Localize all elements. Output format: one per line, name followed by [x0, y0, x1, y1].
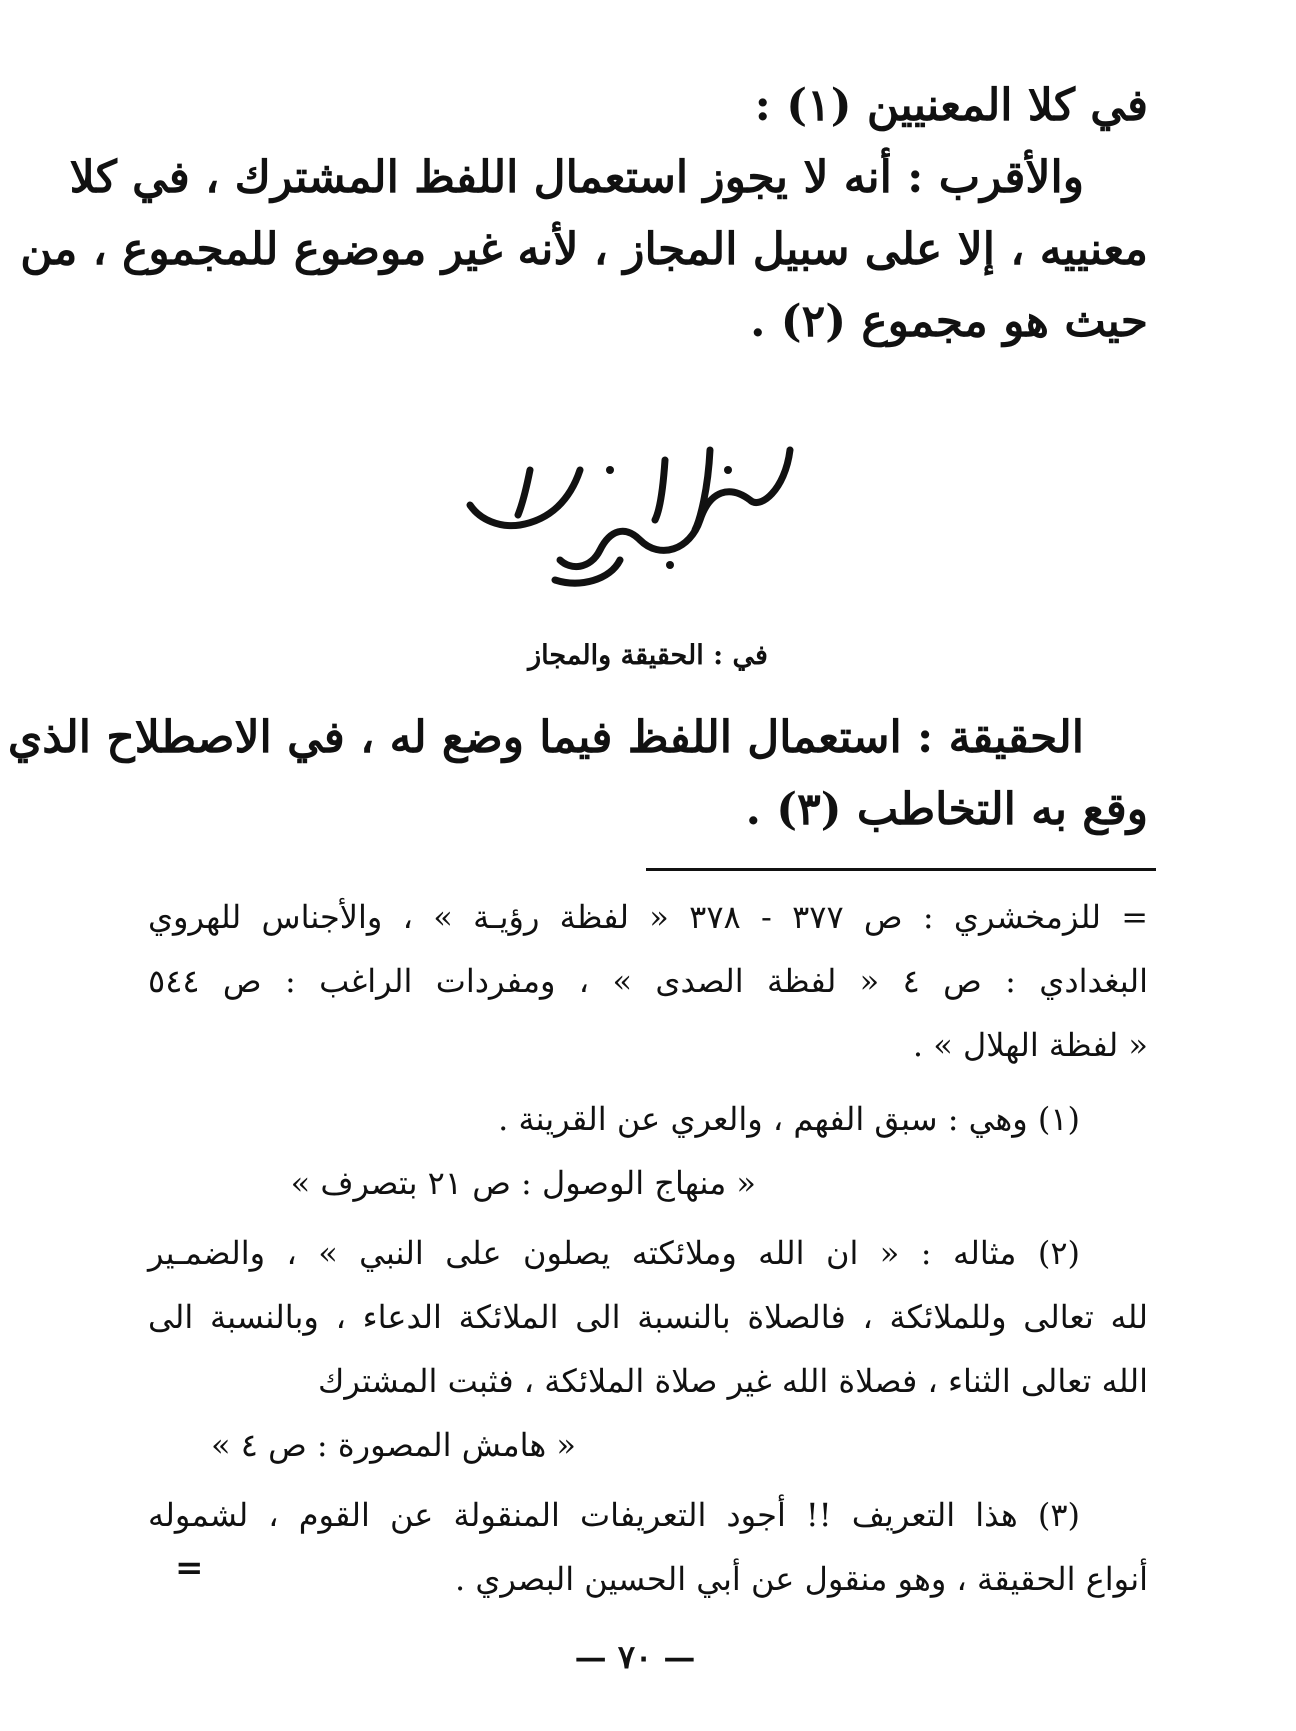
section-heading-text: البحث الرابع	[645, 580, 651, 581]
footnote-1-text: (١) وهي : سبق الفهم ، والعري عن القرينة .	[498, 1100, 1080, 1138]
section-heading-calligraphy	[460, 430, 836, 590]
definition-line-1: الحقيقة : استعمال اللفظ فيما وضع له ، في الاصطلاح الذي	[7, 712, 1084, 763]
page-number: — ٧٠ —	[574, 1638, 696, 1676]
main-text-line-1: في كلا المعنيين (١) :	[754, 80, 1148, 131]
footnote-continuation-line-3: « لفظة الهلال » .	[912, 1026, 1148, 1064]
footnote-3-line-1: (٣) هذا التعريف !! أجود التعريفات المنقولة عن القوم ، لشموله	[148, 1496, 1080, 1534]
main-text-line-3: معنييه ، إلا على سبيل المجاز ، لأنه غير موضوع للمجموع ، من	[20, 224, 1148, 275]
footnote-continuation-line-2: البغدادي : ص ٤ « لفظة الصدى » ، ومفردات الراغب : ص ٥٤٤	[148, 962, 1149, 1000]
footnote-1-source: « منهاج الوصول : ص ٢١ بتصرف »	[290, 1164, 756, 1202]
definition-line-2: وقع به التخاطب (٣) .	[745, 784, 1148, 835]
section-heading-svg	[460, 430, 836, 590]
footnote-separator	[646, 868, 1156, 871]
footnote-continuation-line-1: = للزمخشري : ص ٣٧٧ - ٣٧٨ « لفظة رؤيـة » ، والأجناس للهروي	[148, 898, 1149, 936]
footnote-3-line-2: أنواع الحقيقة ، وهو منقول عن أبي الحسين البصري .	[455, 1560, 1148, 1598]
main-text-line-4: حيث هو مجموع (٢) .	[750, 296, 1148, 347]
footnote-2-line-1: (٢) مثاله : « ان الله وملائكته يصلون على النبي » ، والضمـير	[148, 1234, 1080, 1272]
footnote-2-line-3: الله تعالى الثناء ، فصلاة الله غير صلاة الملائكة ، فثبت المشترك	[318, 1362, 1148, 1400]
section-subtitle: في : الحقيقة والمجاز	[528, 640, 768, 671]
footnote-2-source: « هامش المصورة : ص ٤ »	[210, 1426, 576, 1464]
main-text-line-2: والأقرب : أنه لا يجوز استعمال اللفظ المشترك ، في كلا	[69, 152, 1084, 203]
footnote-2-line-2: لله تعالى وللملائكة ، فالصلاة بالنسبة الى الملائكة الدعاء ، وبالنسبة الى	[148, 1298, 1148, 1336]
continuation-mark: =	[175, 1548, 204, 1588]
